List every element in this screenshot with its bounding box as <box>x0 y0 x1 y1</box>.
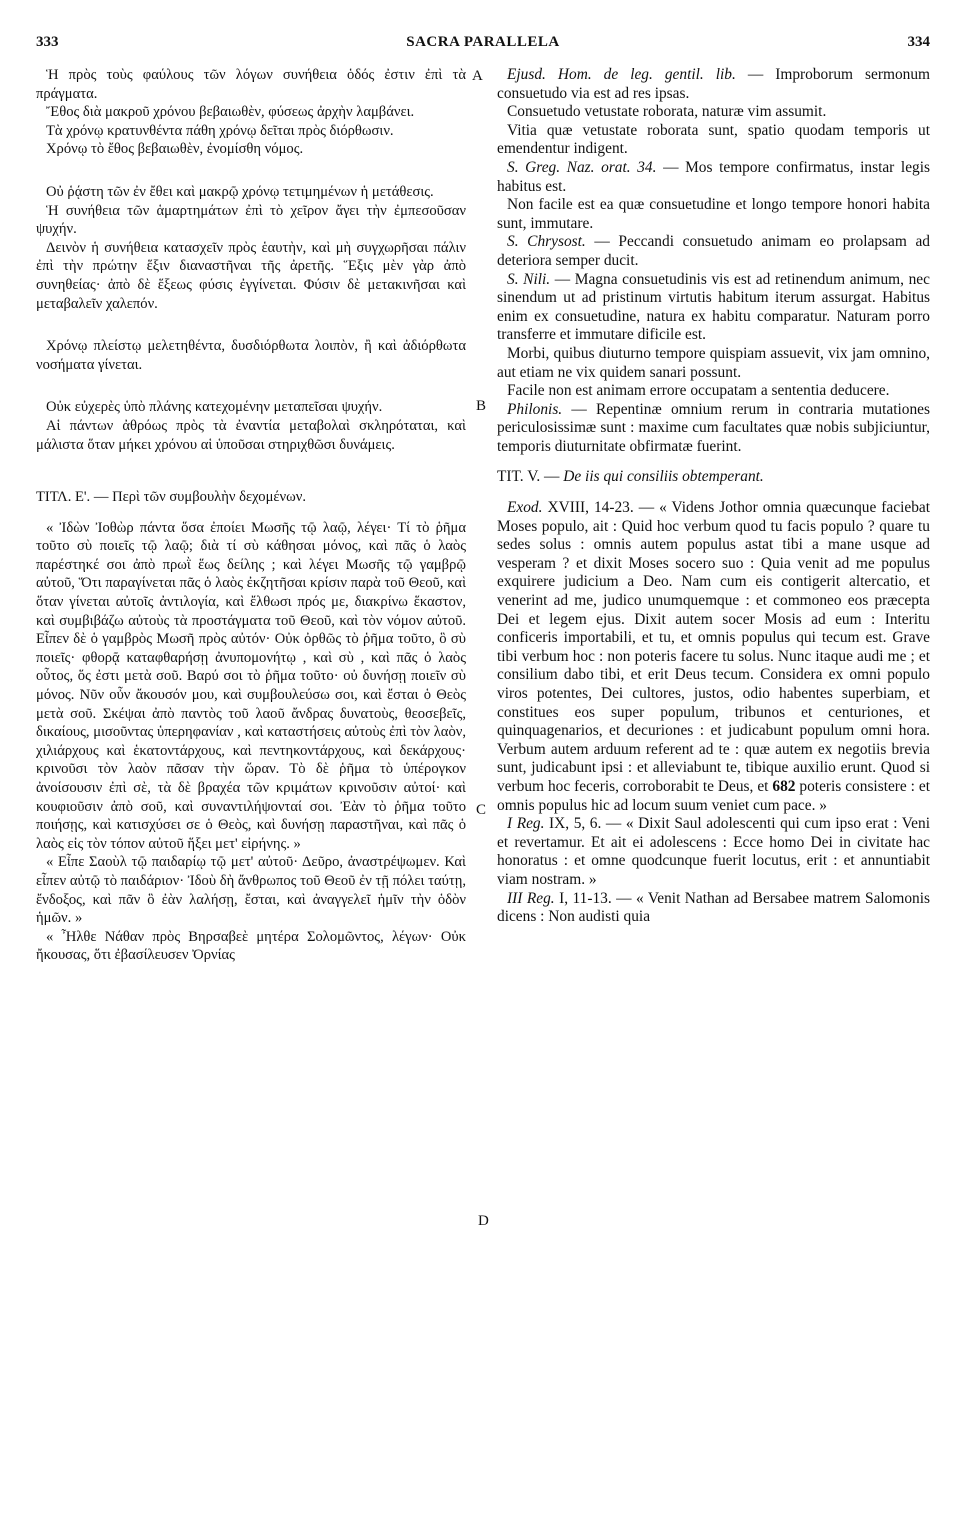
source-citation: S. Chrysost. <box>507 233 586 251</box>
source-citation: I Reg. <box>507 815 545 833</box>
section-marker-c: C <box>476 802 487 818</box>
source-citation: S. Greg. Naz. orat. 34. <box>507 158 657 176</box>
source-citation: Exod. <box>507 499 543 517</box>
latin-paragraph: I Reg. IX, 5, 6. — « Dixit Saul adolescenti qui cum ipso erat : Veni et revertamur. Et ait ei adolescens : Ecce homo Dei in civitate hac honoratus : et omne quodcunque fuerit locutus, erit : et annuntiabit viam nostram. » <box>497 815 930 888</box>
greek-paragraph: Ἡ πρὸς τοὺς φαύλους τῶν λόγων συνήθεια ὁδός ἐστιν ἐπὶ τὰ πράγματα. <box>36 67 466 102</box>
greek-paragraph: Ἔθος διὰ μακροῦ χρόνου βεβαιωθὲν, φύσεως ἀρχὴν λαμβάνει. <box>46 104 415 121</box>
source-citation: Philonis. <box>507 400 563 418</box>
latin-paragraph: Exod. XVIII, 14-23. — « Videns Jothor omnia quæcunque faciebat Moses populo, ait : Quid hoc verbum quod tu facis populo ? quare tu sedes solus : omnis autem populus astat tibi a mane usque ad vesperam ? et dixit Moses socero suo : Quia venit ad me populus exquirere judicium a Deo. Nam cum eis contigerit altercatio, et venerint ad me, judico unumquemque : et commoneo eos præcepta Dei et legem ejus. Dixit autem socer Mosis ad eum : Interitu conficeris importabili, et tu, et omnis populus qui tecum est. Grave tibi verbum hoc : non poteris facere tu solus. Nunc itaque audi me ; et consilium dabo tibi, et erit Deus tecum. Considera ex omni populo viros potentes, Dei cultores, justos, odio habentes superbiam, et constitues eos super populum, tribunos et centuriones, et quinquagenarios, et decuriones : et judicabunt populum omni hora. Verbum autem arduum referent ad te : quæ autem ex negotiis brevia sunt, judicabunt ipsi : et alleviabunt te, tibique auxilio erunt. Quod si verbum hoc feceris, corroborabit te Deus, et 682 poteris consistere : et omnis populus hic ad locum suum veniet cum pace. » <box>497 499 931 814</box>
greek-paragraph: Οὐκ εὐχερὲς ὑπὸ πλάνης κατεχομένην μεταπεῖσαι ψυχήν. <box>46 399 383 416</box>
source-citation: S. Nili. <box>507 270 551 288</box>
page-number-right: 334 <box>907 34 930 50</box>
page-number-left: 333 <box>36 34 59 50</box>
greek-paragraph: Χρόνῳ πλείστῳ μελετηθέντα, δυσδιόρθωτα λοιπὸν, ἢ καὶ ἀδιόρθωτα νοσήματα γίνεται. <box>36 338 466 373</box>
greek-paragraph: « Ἰδὼν Ἰοθὼρ πάντα ὅσα ἐποίει Μωσῆς τῷ λαῷ, λέγει· Τί τὸ ῥῆμα τοῦτο σὺ ποιεῖς τῷ λαῷ; διὰ τί σὺ κάθησαι μόνος, καὶ πᾶς ὁ λαὸς παρέστηκέ σοι ἀπὸ πρωῒ ἕως δείλης ; καὶ λέγει Μωσῆς τῷ γαμβρῷ αὐτοῦ, Ὅτι παραγίνεται πᾶς ὁ λαὸς ἐκζητῆσαι κρίσιν παρὰ τοῦ Θεοῦ, καὶ ὅταν γίνεται αὐτοῖς ἀντιλογία, καὶ ἔλθωσι πρός με, διακρίνω ἕκαστον, καὶ συμβιβάζω αὐτοὺς τὰ προστάγματα τοῦ Θεοῦ, καὶ τὸν νόμον αὐτοῦ. Εἶπεν δὲ ὁ γαμβρὸς Μωσῆ πρὸς αὐτόν· Οὐκ ὀρθῶς τὸ ῥῆμα τοῦτο, ὃ σὺ ποιεῖς· φθορᾷ καταφθαρήσῃ ἀνυπομονήτῳ , καὶ σὺ , καὶ πᾶς ὁ λαὸς οὗτος, ὅς ἐστι μετὰ σοῦ. Βαρύ σοι τὸ ῥῆμα τοῦτο· οὐ δυνήσῃ ποιεῖν σὺ μόνος. Νῦν οὖν ἄκουσόν μου, καὶ συμβουλεύσω σοι, καὶ ἔσται ὁ Θεὸς μετὰ σοῦ. Σκέψαι ἀπὸ παντὸς τοῦ λαοῦ ἄνδρας δυνατοὺς, θεοσεβεῖς, δικαίους, μισοῦντας ὑπερηφανίαν , καὶ καταστήσεις αὐτοὺς ἐπὶ τὸν λαὸν, χιλιάρχους καὶ ἑκατοντάρχους, καὶ πεντηκοντάρχους, καὶ δεκάρχους· κρινοῦσι τὸν λαὸν πᾶσαν τὴν ὥραν. Τὸ δὲ ῥῆμα τὸ ὑπέρογκον ἀνοίσουσιν ἐπὶ σὲ, τὰ δὲ βραχέα τῶν κριμάτων κρινοῦσιν αὐτοί· καὶ κουφιοῦσιν ἀπὸ σοῦ, καὶ συναντιλήψονταί σοι. Ἐὰν τὸ ῥῆμα τοῦτο ποιήσῃς, καὶ κατισχύσει σε ὁ Θεὸς, καὶ δυνήσῃ παραστῆναι, καὶ πᾶς ὁ λαὸς εἰς τὸν τόπον αὐτοῦ ἥξει μετ' εἰρήνης. » <box>36 519 466 852</box>
source-citation: Ejusd. Hom. de leg. gentil. lib. <box>507 66 736 83</box>
latin-section-heading: TIT. V. — De iis qui consiliis obtemperant. <box>497 468 764 486</box>
running-title: SACRA PARALLELA <box>406 34 560 50</box>
latin-paragraph: III Reg. I, 11-13. — « Venit Nathan ad Bersabee matrem Salomonis dicens : Non audisti quia <box>497 889 930 926</box>
latin-paragraph: Facile non est animam errore occupatam a sententia deducere. <box>507 382 890 400</box>
latin-paragraph: Consuetudo vetustate roborata, naturæ vim assumit. <box>507 103 827 121</box>
greek-paragraph: « Ἦλθε Νάθαν πρὸς Βηρσαβεὲ μητέρα Σολομῶντος, λέγων· Οὐκ ἤκουσας, ὅτι ἐβασίλευσεν Ὀρνίας <box>36 928 466 964</box>
latin-paragraph: Vitia quæ vetustate roborata sunt, spatio quodam temporis ut emendentur indigent. <box>497 121 930 158</box>
latin-paragraph: S. Chrysost. — Peccandi consuetudo animam eo prolapsam ad deteriora semper ducit. <box>497 233 930 269</box>
section-marker-a: A <box>472 68 483 84</box>
greek-paragraph: Οὐ ῥᾴστη τῶν ἐν ἔθει καὶ μακρῷ χρόνῳ τετιμημένων ἡ μετάθεσις. <box>46 183 434 200</box>
latin-paragraph: S. Greg. Naz. orat. 34. — Mos tempore confirmatus, instar legis habitus est. <box>497 158 930 195</box>
page-header <box>36 34 930 56</box>
section-marker-d: D <box>478 1213 489 1229</box>
greek-column <box>36 66 466 965</box>
greek-paragraph: Τὰ χρόνῳ κρατυνθέντα πάθη χρόνῳ δεῖται πρὸς διόρθωσιν. <box>46 122 394 139</box>
latin-paragraph: Morbi, quibus diuturno tempore quispiam assuevit, vix jam omnino, aut etiam ne vix quidem sanari possunt. <box>497 344 930 381</box>
latin-paragraph: Ejusd. Hom. de leg. gentil. lib. — Improborum sermonum consuetudo via est ad res ipsas. <box>497 66 930 102</box>
column-number: 682 <box>772 777 796 795</box>
greek-paragraph: Χρόνῳ τὸ ἔθος βεβαιωθὲν, ἐνομίσθη νόμος. <box>46 141 304 158</box>
section-marker-b: B <box>476 398 487 414</box>
greek-paragraph: Δεινὸν ἡ συνήθεια κατασχεῖν πρὸς ἑαυτὴν, καὶ μὴ συγχωρῆσαι πάλιν ἐπὶ τὴν πρώτην ἕξιν διαναστῆναι τῆς ἀρετῆς. Ἕξις μὲν γὰρ ἀπὸ συνηθείας· ἀπὸ δὲ ἕξεως φύσις ἐγγίνεται. Φύσιν δὲ μετακινῆσαι καὶ μεταβαλεῖν χαλεπόν. <box>36 239 466 312</box>
greek-paragraph: « Εἶπε Σαοὺλ τῷ παιδαρίῳ τῷ μετ' αὐτοῦ· Δεῦρο, ἀναστρέψωμεν. Καὶ εἶπεν αὐτῷ τὸ παιδάριον· Ἰδοὺ δὴ ἄνθρωπος τοῦ Θεοῦ ἐν τῇ πόλει ταύτῃ, ἔνδοξος, καὶ πᾶν ὃ ἐὰν λαλήσῃ, ἔσται, καὶ ἀναγγελεῖ ἡμῖν τὴν ὁδὸν ἡμῶν. » <box>36 854 466 927</box>
latin-paragraph: Non facile est ea quæ consuetudine et longo tempore honori habita sunt, immutare. <box>497 196 930 232</box>
greek-paragraph: Ἡ συνήθεια τῶν ἁμαρτημάτων ἐπὶ τὸ χεῖρον ἄγει τὴν ἐμπεσοῦσαν ψυχήν. <box>36 202 466 238</box>
greek-section-heading: ΤΙΤΛ. Ε'. — Περὶ τῶν συμβουλὴν δεχομένων. <box>36 489 306 506</box>
latin-paragraph: Philonis. — Repentinæ omnium rerum in contraria mutationes periculosissimæ sunt : maxime cum facultates quæ nobis subjiciuntur, temporis diuturnitate obfirmatæ fuerint. <box>497 400 930 455</box>
greek-paragraph: Αἱ πάντων ἀθρόως πρὸς τὰ ἐναντία μεταβολαὶ σκληρόταται, καὶ μάλιστα ὅταν μήκει χρόνου αἱ ὑποῦσαι στηριχθῶσι δυνάμεις. <box>36 417 466 453</box>
source-citation: III Reg. <box>507 889 555 907</box>
latin-column <box>497 66 930 927</box>
latin-paragraph: S. Nili. — Magna consuetudinis vis est ad retinendum animum, nec sinendum ut ad pristinum virtutis habitum iterum assurgat. Habitus enim ex consuetudine, natura ex habitu comparatur. Naturam porro transferre et immutare dificile est. <box>497 270 930 344</box>
